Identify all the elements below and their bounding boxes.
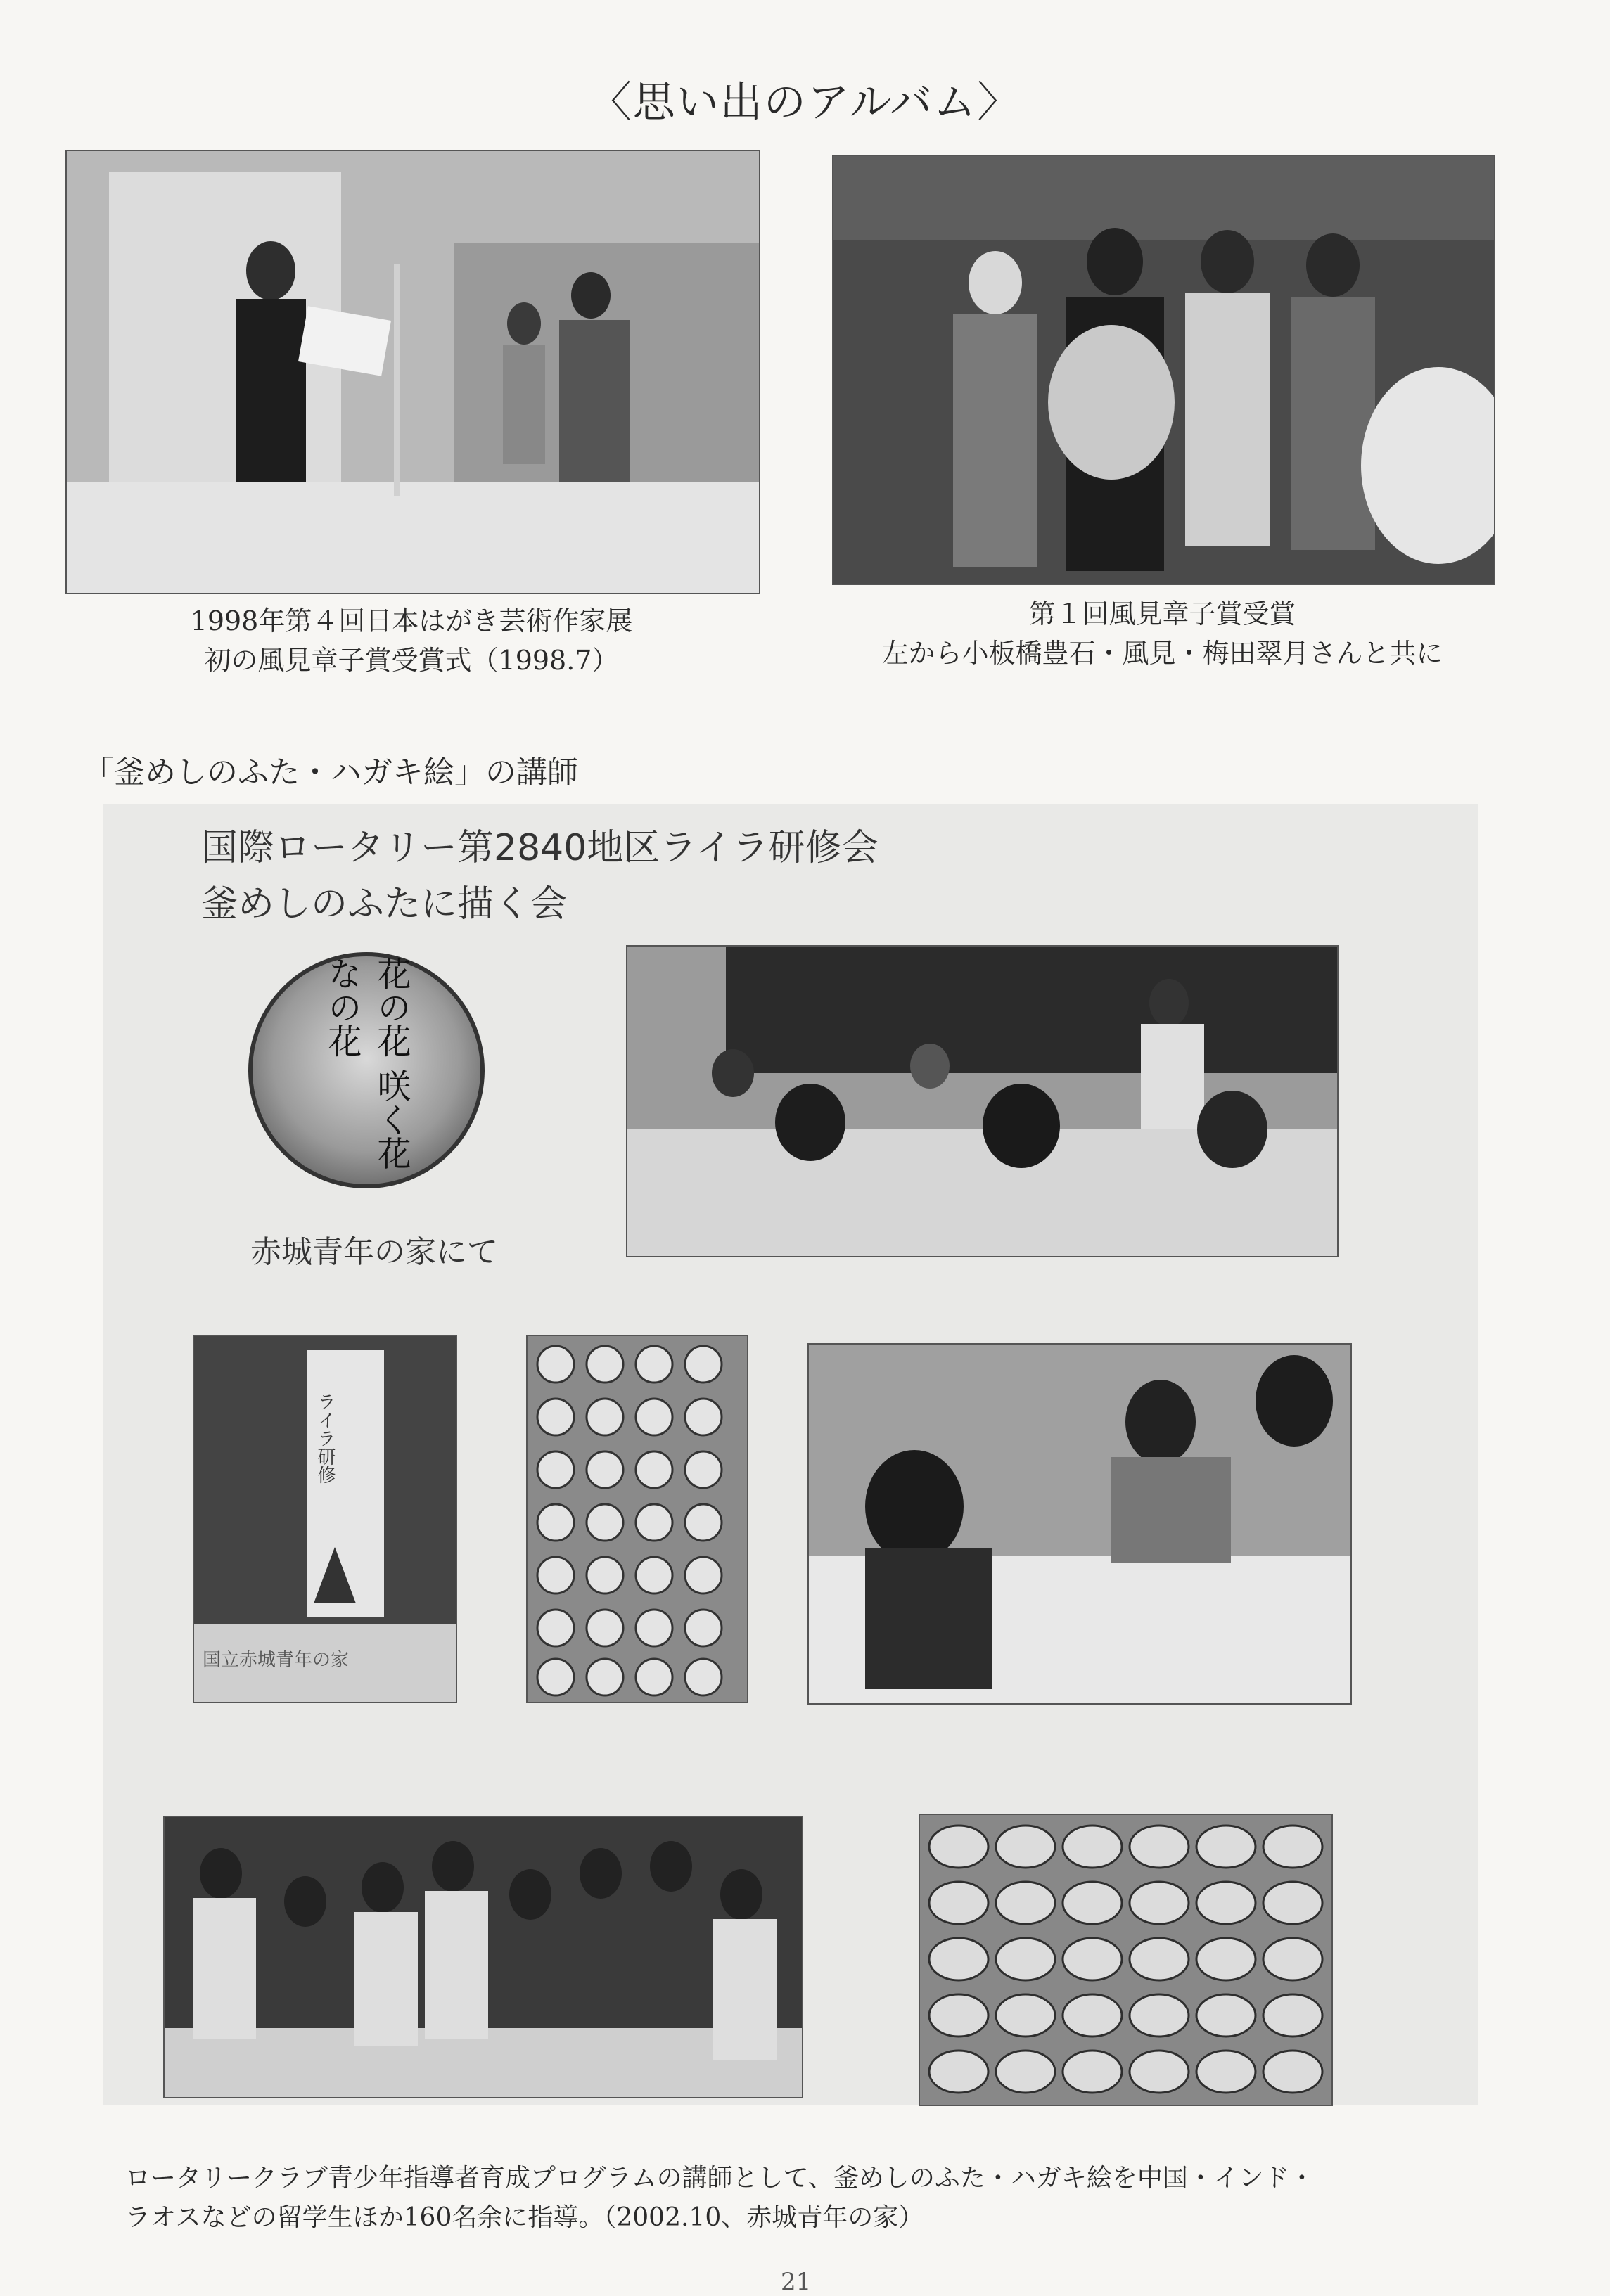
award-ceremony-photo: [65, 150, 760, 594]
painted-lids-closeup-grid: [920, 1815, 1331, 2105]
footer-caption-line1: ロータリークラブ青少年指導者育成プログラムの講師として、釜めしのふた・ハガキ絵を中国・インド・: [125, 2164, 1315, 2193]
workshop-group-illustration: [165, 1817, 802, 2097]
students-painting-photo: [807, 1343, 1352, 1705]
plate-caption: 赤城青年の家にて: [250, 1234, 498, 1270]
workshop-panel: [103, 804, 1478, 2105]
classroom-photo: [626, 945, 1339, 1257]
page-title: 〈思い出のアルバム〉: [589, 78, 1021, 127]
pot-lid-calligraphy: 花の花 咲く花 なの花: [322, 956, 411, 1170]
photo2-caption-line1: 第１回風見章子賞受賞: [1028, 598, 1296, 629]
venue-sign: 国立赤城青年の家: [203, 1650, 350, 1671]
banner-text: ライラ研修: [314, 1392, 336, 1484]
classroom-illustration: [627, 947, 1337, 1256]
students-painting-illustration: [809, 1345, 1350, 1703]
award-group-illustration: [833, 156, 1494, 584]
footer-caption-line2: ラオスなどの留学生ほか160名余に指導。（2002.10、赤城青年の家）: [125, 2203, 924, 2232]
photo1-caption-line2: 初の風見章子賞受賞式（1998.7）: [204, 645, 619, 676]
decorated-pot-lid: [248, 952, 485, 1188]
award-group-photo: [832, 155, 1495, 585]
photo2-caption-line2: 左から小板橋豊石・風見・梅田翠月さんと共に: [881, 638, 1443, 669]
award-ceremony-illustration: [67, 151, 759, 593]
painted-lids-closeup-photo: [919, 1814, 1333, 2106]
workshop-group-photo: [163, 1816, 803, 2098]
section-heading: 「釜めしのふた・ハガキ絵」の講師: [83, 755, 578, 790]
painted-lids-grid: [528, 1336, 747, 1702]
photo1-caption-line1: 1998年第４回日本はがき芸術作家展: [190, 605, 633, 636]
panel-title-line1: 国際ロータリー第2840地区ライラ研修会: [201, 827, 879, 869]
banner-photo: [193, 1335, 457, 1703]
painted-lids-photo: [526, 1335, 748, 1703]
page-number: 21: [781, 2268, 812, 2296]
panel-title-line2: 釜めしのふたに描く会: [201, 883, 568, 925]
